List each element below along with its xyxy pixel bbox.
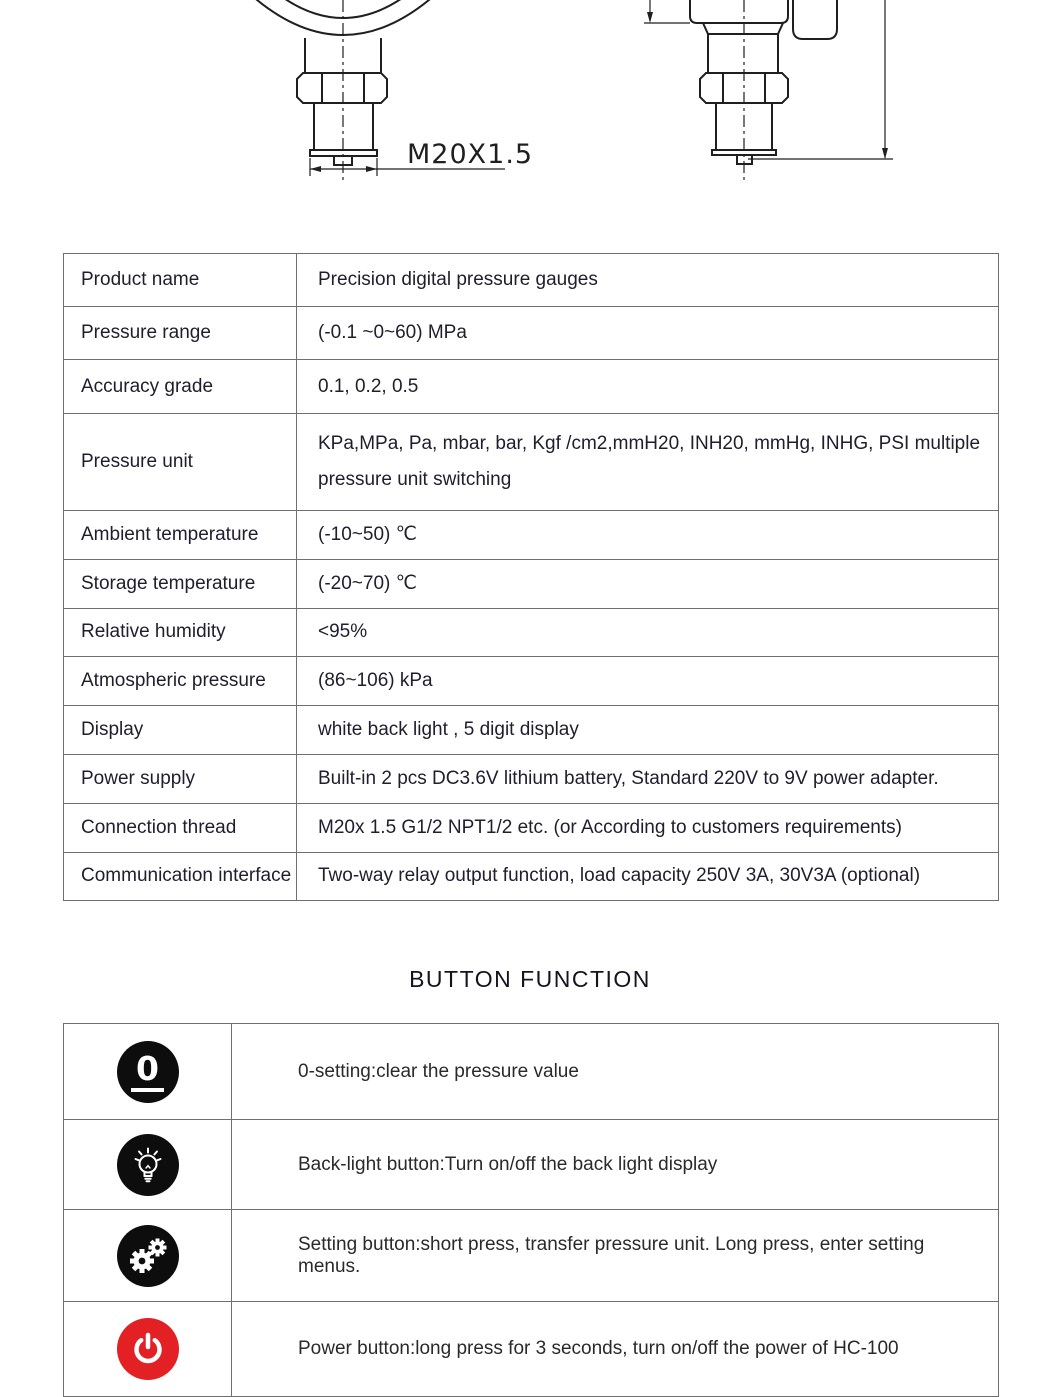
setting-gear-icon [117, 1225, 179, 1287]
button-row-setting [64, 1209, 998, 1301]
spec-row-display [64, 705, 998, 754]
spec-row-pressure-range [64, 306, 998, 359]
spec-value: KPa,MPa, Pa, mbar, bar, Kgf /cm2,mmH20, INH20, mmHg, INHG, PSI multiple pressure unit switching [318, 433, 981, 490]
spec-label: Atmospheric pressure [64, 657, 297, 705]
spec-value: Precision digital pressure gauges [318, 269, 598, 290]
spec-label: Connection thread [64, 804, 297, 852]
spec-label: Power supply [64, 755, 297, 803]
button-icon-cell [64, 1302, 232, 1396]
spec-label: Product name [64, 254, 297, 306]
spec-label: Pressure unit [64, 414, 297, 510]
spec-row-accuracy-grade [64, 359, 998, 413]
backlight-bulb-icon [117, 1134, 179, 1196]
spec-row-power-supply [64, 754, 998, 803]
spec-value: (86~106) kPa [318, 670, 433, 692]
gauge-side-view-drawing [644, 0, 893, 180]
gears-glyph [126, 1234, 170, 1278]
spec-row-connection-thread [64, 803, 998, 852]
spec-row-communication-interface [64, 852, 998, 901]
case-bottom [690, 0, 788, 23]
spec-row-ambient-temperature [64, 510, 998, 559]
back-tab [793, 0, 837, 39]
button-description: 0-setting:clear the pressure value [298, 1060, 579, 1082]
spec-row-pressure-unit [64, 413, 998, 510]
spec-row-product-name [64, 254, 998, 306]
spec-label: Ambient temperature [64, 511, 297, 559]
spec-value: (-20~70) ℃ [318, 572, 417, 594]
spec-value: 0.1, 0.2, 0.5 [318, 375, 419, 397]
spec-value: white back light , 5 digit display [318, 719, 579, 741]
spec-row-atmospheric-pressure [64, 656, 998, 705]
spec-label: Relative humidity [64, 609, 297, 657]
spec-value: Two-way relay output function, load capacity 250V 3A, 30V3A (optional) [318, 865, 921, 887]
thread-dimension-label: M20X1.5 [407, 139, 534, 170]
spec-value: M20x 1.5 G1/2 NPT1/2 etc. (or According to customers requirements) [318, 816, 902, 838]
spec-value: Built-in 2 pcs DC3.6V lithium battery, Standard 220V to 9V power adapter. [318, 767, 939, 789]
spec-value: (-0.1 ~0~60) MPa [318, 322, 467, 343]
spec-label: Storage temperature [64, 560, 297, 608]
spec-label: Display [64, 706, 297, 754]
section-heading: BUTTON FUNCTION [409, 966, 651, 992]
button-row-power [64, 1301, 998, 1396]
power-glyph [126, 1327, 170, 1371]
button-icon-cell [64, 1120, 232, 1209]
spec-table [63, 253, 999, 901]
button-description: Power button:long press for 3 seconds, turn on/off the power of HC-100 [298, 1338, 899, 1359]
zero-setting-icon [117, 1041, 179, 1103]
spec-label: Communication interface [64, 853, 297, 901]
button-description: Back-light button:Turn on/off the back light display [298, 1153, 718, 1175]
bulb-glyph [126, 1143, 170, 1187]
spec-row-storage-temperature [64, 559, 998, 608]
button-icon-cell [64, 1024, 232, 1119]
spec-value: (-10~50) ℃ [318, 523, 417, 545]
spec-value: <95% [318, 621, 368, 643]
button-row-backlight [64, 1119, 998, 1209]
button-description: Setting button:short press, transfer pressure unit. Long press, enter setting menus. [298, 1233, 925, 1277]
spec-label: Pressure range [64, 307, 297, 359]
spec-row-relative-humidity [64, 608, 998, 657]
power-icon [117, 1318, 179, 1380]
technical-drawing [0, 0, 1060, 235]
button-row-zero-setting [64, 1024, 998, 1119]
zero-glyph: 0 [131, 1052, 164, 1092]
hex-nut [297, 73, 387, 103]
spec-label: Accuracy grade [64, 360, 297, 413]
button-function-table [63, 1023, 999, 1397]
button-icon-cell [64, 1210, 232, 1301]
